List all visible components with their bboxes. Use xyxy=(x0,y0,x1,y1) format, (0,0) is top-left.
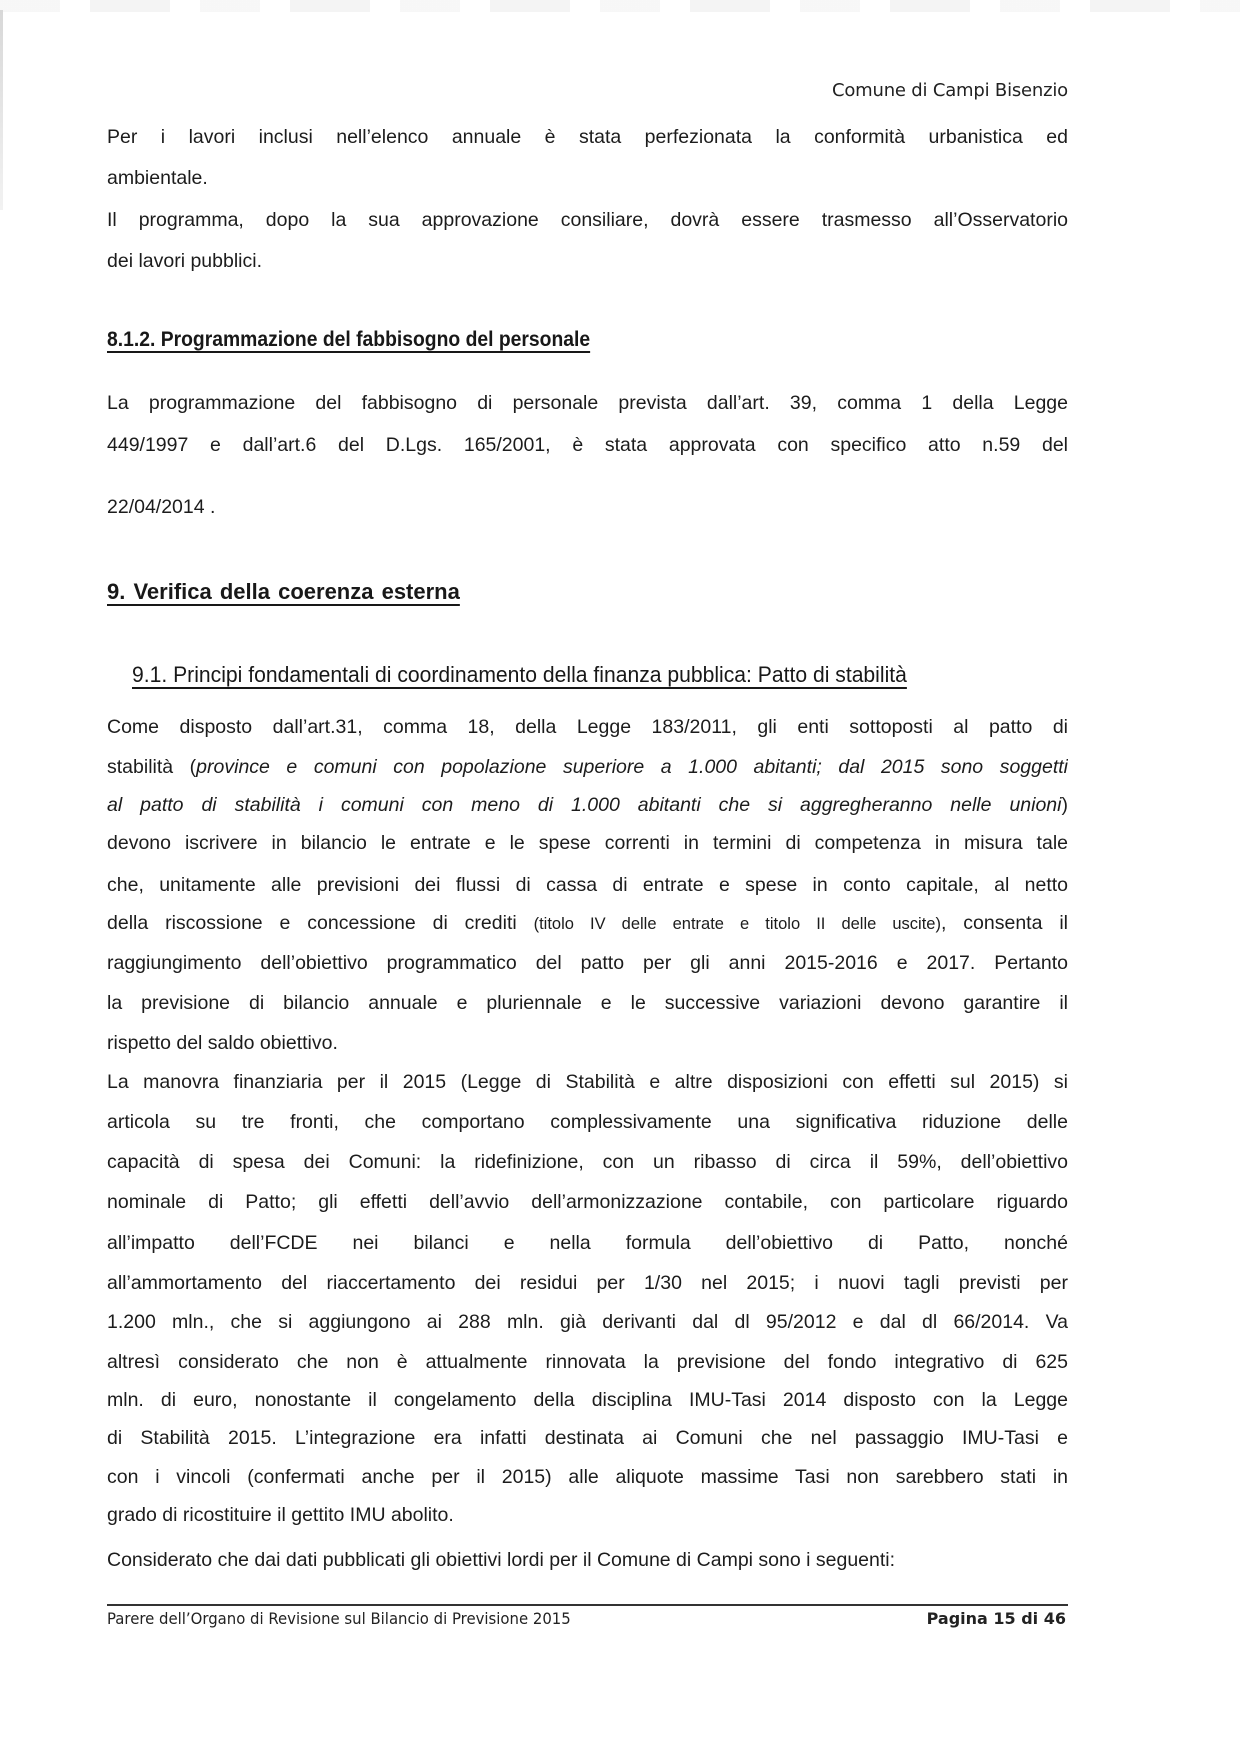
text-line: all’ammortamento del riaccertamento dei residui per 1/30 nel 2015; i nuovi tagli previsti per xyxy=(107,1272,1068,1294)
footer-page-number: Pagina 15 di 46 xyxy=(926,1609,1066,1628)
text-run: della riscossione e concessione di crediti xyxy=(107,912,534,934)
text-line: 449/1997 e dall’art.6 del D.Lgs. 165/2001, è stata approvata con specifico atto n.59 del xyxy=(107,434,1068,456)
text-line: La programmazione del fabbisogno di personale prevista dall’art. 39, comma 1 della Legge xyxy=(107,392,1068,414)
scan-artifact-top xyxy=(0,0,1240,12)
text-line: grado di ricostituire il gettito IMU abolito. xyxy=(107,1504,454,1526)
text-line: articola su tre fronti, che comportano complessivamente una significativa riduzione delle xyxy=(107,1111,1068,1133)
italic-text-run: al patto di stabilità i comuni con meno di 1.000 abitanti che si aggregheranno nelle unioni xyxy=(107,794,1062,816)
text-run: stabilità ( xyxy=(107,756,197,778)
text-line-mixed xyxy=(107,755,1068,779)
text-line: 22/04/2014 . xyxy=(107,496,216,518)
text-line: con i vincoli (confermati anche per il 2015) alle aliquote massime Tasi non sarebbero stati in xyxy=(107,1466,1068,1488)
page-header-organization: Comune di Campi Bisenzio xyxy=(831,80,1068,101)
text-line: la previsione di bilancio annuale e pluriennale e le successive variazioni devono garantire il xyxy=(107,992,1068,1014)
text-line: mln. di euro, nonostante il congelamento della disciplina IMU-Tasi 2014 disposto con la Legge xyxy=(107,1389,1068,1411)
section-heading-9: 9. Verifica della coerenza esterna xyxy=(107,579,460,604)
text-line: che, unitamente alle previsioni dei flussi di cassa di entrate e spese in conto capitale, al netto xyxy=(107,874,1068,896)
text-line: rispetto del saldo obiettivo. xyxy=(107,1032,338,1054)
text-line: nominale di Patto; gli effetti dell’avvio dell’armonizzazione contabile, con particolare riguardo xyxy=(107,1191,1068,1213)
section-9-1-paragraph-3: Considerato che dai dati pubblicati gli obiettivi lordi per il Comune di Campi sono i seguenti: xyxy=(107,1549,896,1571)
section-heading-8-1-2: 8.1.2. Programmazione del fabbisogno del personale xyxy=(107,328,591,351)
text-line: all’impatto dell’FCDE nei bilanci e nella formula dell’obiettivo di Patto, nonché xyxy=(107,1232,1068,1254)
text-line: Per i lavori inclusi nell’elenco annuale è stata perfezionata la conformità urbanistica ed xyxy=(107,126,1068,148)
text-line: di Stabilità 2015. L’integrazione era infatti destinata ai Comuni che nel passaggio IMU-Tasi e xyxy=(107,1427,1068,1449)
text-line: altresì considerato che non è attualmente rinnovata la previsione del fondo integrativo di 625 xyxy=(107,1351,1068,1373)
text-line: La manovra finanziaria per il 2015 (Legge di Stabilità e altre disposizioni con effetti sul 2015) si xyxy=(107,1071,1068,1093)
small-text-run: (titolo IV delle entrate e titolo II delle uscite) xyxy=(533,915,941,933)
footer-document-title: Parere dell’Organo di Revisione sul Bilancio di Previsione 2015 xyxy=(107,1609,571,1628)
text-line: ambientale. xyxy=(107,167,208,189)
text-line: raggiungimento dell’obiettivo programmatico del patto per gli anni 2015-2016 e 2017. Pertanto xyxy=(107,952,1068,974)
section-heading-9-1: 9.1. Principi fondamentali di coordinamento della finanza pubblica: Patto di stabilità xyxy=(132,662,907,687)
text-line-mixed xyxy=(107,911,1068,935)
scan-artifact-left-edge xyxy=(0,10,3,210)
text-line: Il programma, dopo la sua approvazione consiliare, dovrà essere trasmesso all’Osservatorio xyxy=(107,209,1068,231)
italic-text-run: province e comuni con popolazione superiore a 1.000 abitanti; dal 2015 sono soggetti xyxy=(196,756,1068,778)
text-line: dei lavori pubblici. xyxy=(107,250,263,272)
footer-divider xyxy=(107,1604,1068,1606)
text-line: devono iscrivere in bilancio le entrate e le spese correnti in termini di competenza in misura tale xyxy=(107,832,1068,854)
text-run: ) xyxy=(1061,794,1068,816)
text-line: 1.200 mln., che si aggiungono ai 288 mln. già derivanti dal dl 95/2012 e dal dl 66/2014. Va xyxy=(107,1311,1068,1333)
text-line: Come disposto dall’art.31, comma 18, della Legge 183/2011, gli enti sottoposti al patto di xyxy=(107,716,1068,738)
text-line: capacità di spesa dei Comuni: la ridefinizione, con un ribasso di circa il 59%, dell’obiettivo xyxy=(107,1151,1068,1173)
text-line-mixed xyxy=(107,793,1068,817)
text-run: , consenta il xyxy=(940,912,1068,934)
